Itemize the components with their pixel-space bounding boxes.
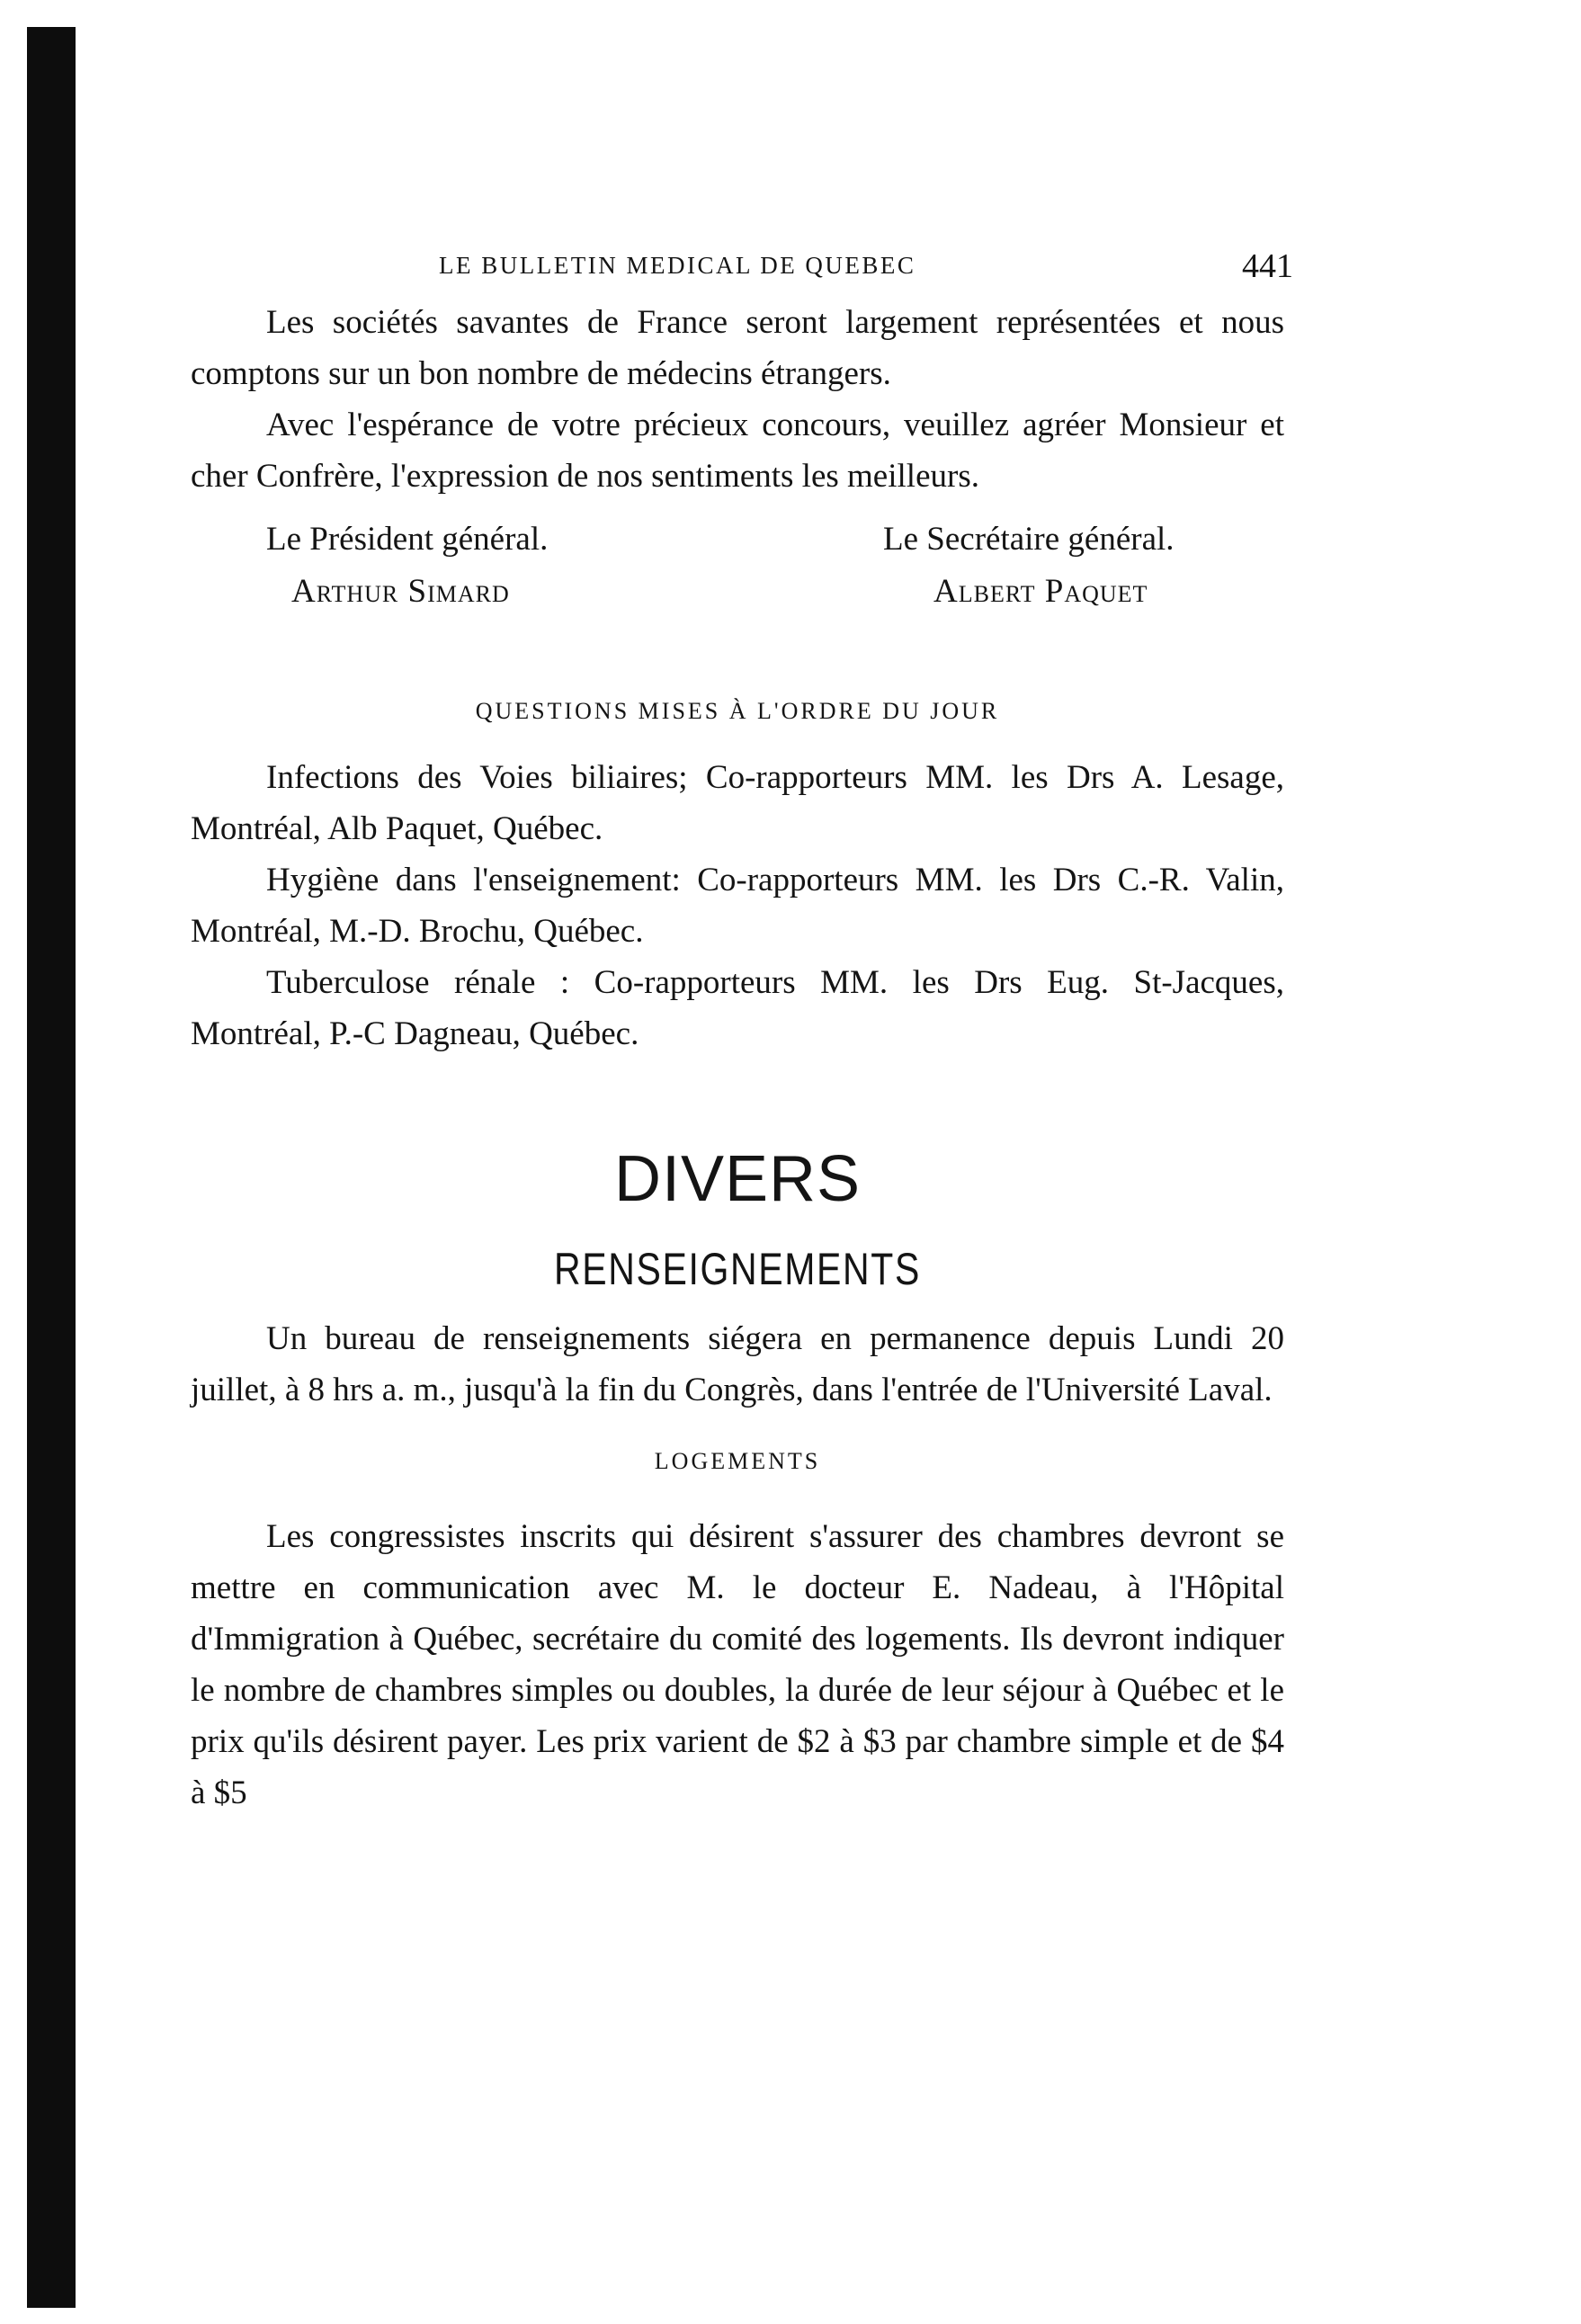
question-item: Infections des Voies biliaires; Co-rapporteurs MM. les Drs A. Lesage, Montréal, Alb Paquet, Québec. bbox=[191, 759, 1284, 847]
logements-paragraph: Les congressistes inscrits qui désirent s'assurer des chambres devront se mettre en communication avec M. le docteur E. Nadeau, à l'Hôpital d'Immigration à Québec, secrétaire du comité des logements. Ils devront indiquer le nombre de chambres simples ou doubles, la durée de leur séjour à Québec et le prix qu'ils désirent payer. Les prix varient de $2 à $3 par chambre simple et de $4 à $5 bbox=[191, 1518, 1284, 1811]
secretary-name: Albert Paquet bbox=[933, 573, 1148, 610]
president-name: Arthur Simard bbox=[291, 573, 510, 610]
renseignements-paragraph: Un bureau de renseignements siégera en permanence depuis Lundi 20 juillet, à 8 hrs a. m., jusqu'à la fin du Congrès, dans l'entrée de l'Université Laval. bbox=[191, 1320, 1284, 1408]
running-title: LE BULLETIN MEDICAL DE QUEBEC bbox=[439, 252, 916, 279]
renseignements-title: RENSEIGNEMENTS bbox=[554, 1244, 921, 1294]
divers-title: DIVERS bbox=[613, 1143, 862, 1215]
running-header bbox=[191, 243, 1293, 297]
letter-paragraph-1: Les sociétés savantes de France seront largement représentées et nous comptons sur un bon nombre de médecins étrangers. bbox=[191, 304, 1284, 392]
questions-heading: QUESTIONS MISES À L'ORDRE DU JOUR bbox=[475, 698, 1000, 724]
secretary-title: Le Secrétaire général. bbox=[883, 521, 1175, 558]
page-number: 441 bbox=[1242, 247, 1293, 285]
signature-block bbox=[191, 520, 1284, 628]
logements-heading: LOGEMENTS bbox=[654, 1448, 821, 1474]
question-item: Tuberculose rénale : Co-rapporteurs MM. les Drs Eug. St-Jacques, Montréal, P.-C Dagneau, Québec. bbox=[191, 964, 1284, 1052]
document-page bbox=[191, 243, 1293, 1819]
scan-binding-edge bbox=[27, 27, 76, 2308]
president-title: Le Président général. bbox=[266, 521, 549, 558]
question-item: Hygiène dans l'enseignement: Co-rapporteurs MM. les Drs C.-R. Valin, Montréal, M.-D. Brochu, Québec. bbox=[191, 862, 1284, 950]
letter-paragraph-2: Avec l'espérance de votre précieux concours, veuillez agréer Monsieur et cher Confrère, l'expression de nos sentiments les meilleurs. bbox=[191, 407, 1284, 495]
